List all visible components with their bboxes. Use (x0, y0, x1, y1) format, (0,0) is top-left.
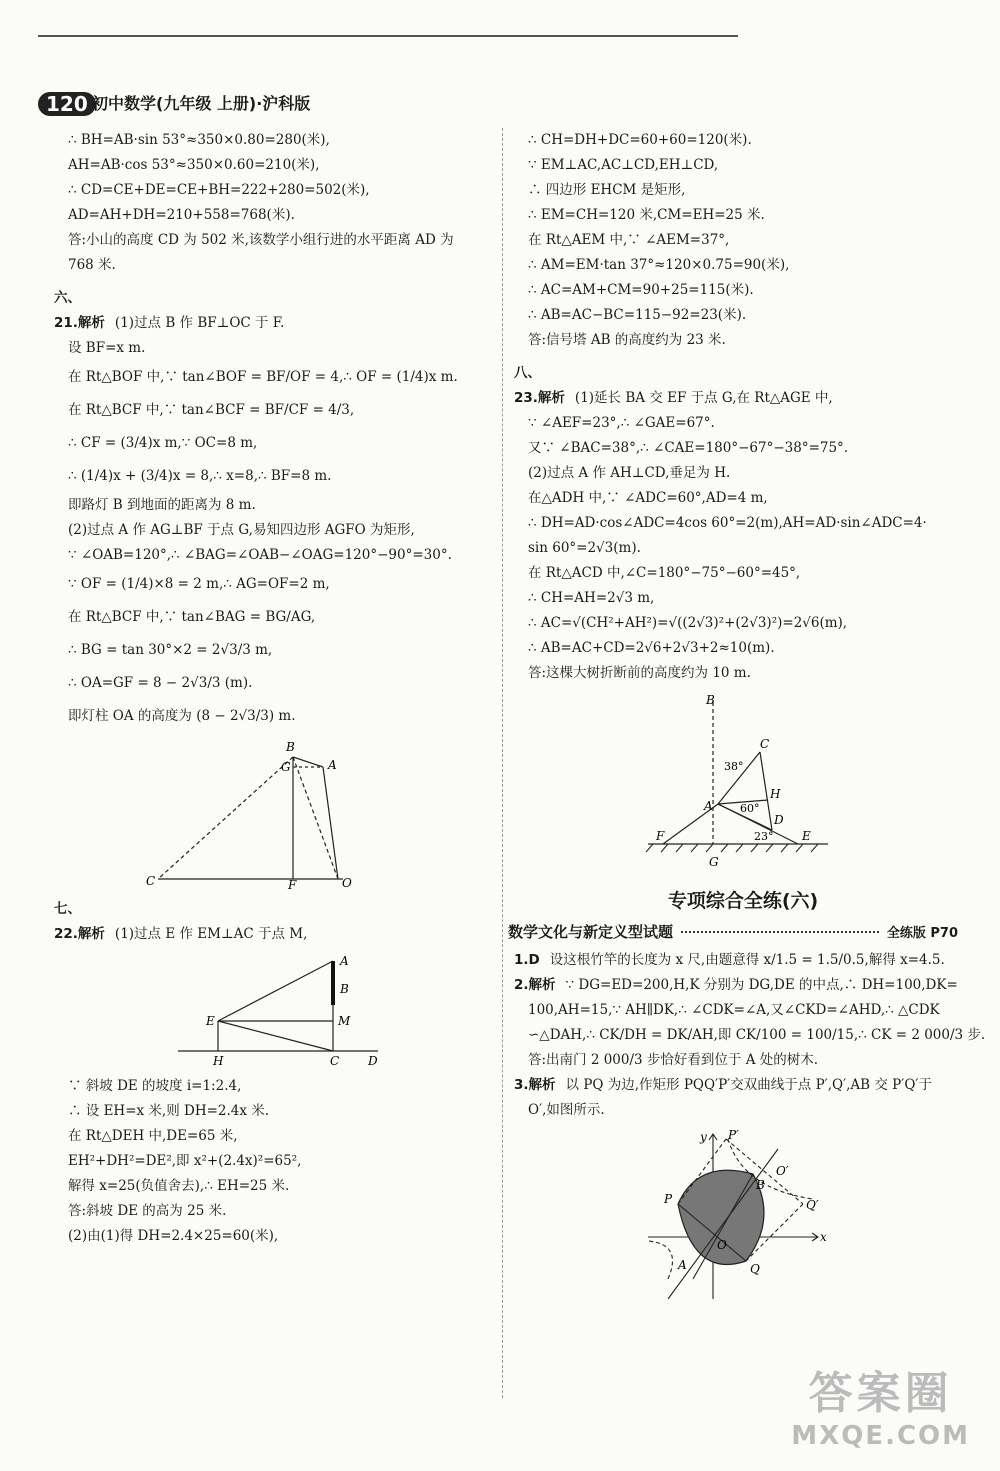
text-line: 以 PQ 为边,作矩形 PQQ′P′交双曲线于点 P′,Q′,AB 交 P′Q′于 (565, 1077, 932, 1093)
figure-label: A (678, 1258, 687, 1272)
question-2-first-line (514, 973, 958, 998)
text-line: (1)延长 BA 交 EF 于点 G,在 Rt△AGE 中, (574, 390, 833, 406)
text-line: ∴ 设 EH=x 米,则 DH=2.4x 米. (68, 1103, 270, 1119)
text-line: ∵ OF = (1/4)×8 = 2 m,∴ AG=OF=2 m, (68, 576, 330, 592)
text-line: ∴ AB=AC+CD=2√6+2√3+2≈10(m). (528, 640, 775, 656)
figure-label: G (281, 760, 291, 774)
figure-label: D (368, 1054, 378, 1068)
text-line: sin 60°=2√3(m). (528, 540, 641, 556)
figure-label: E (802, 829, 811, 843)
figure-label: Q′ (806, 1198, 819, 1212)
page-number: 120 (38, 92, 96, 116)
text-line: 答:信号塔 AB 的高度约为 23 米. (528, 332, 726, 348)
exercise-23-first-line (514, 386, 958, 411)
watermark-logo: 答案圈 (808, 1368, 953, 1419)
text-line: ∵ ∠AEF=23°,∴ ∠GAE=67°. (528, 415, 715, 431)
figure-label: B (286, 740, 295, 754)
figure-label: H (770, 787, 781, 801)
text-line: ∴ CH=AH=2√3 m, (528, 590, 655, 606)
figure-label: O (342, 876, 352, 889)
text-line: ∴ CD=CE+DE=CE+BH=222+280=502(米), (68, 182, 370, 198)
text-line: 即路灯 B 到地面的距离为 8 m. (68, 497, 256, 513)
subtitle-row (508, 921, 958, 942)
top-rule (38, 35, 738, 37)
question-1 (514, 948, 958, 973)
text-line: ∴ BG = tan 30°×2 = 2√3/3 m, (68, 642, 273, 658)
figure-label: F (656, 829, 665, 843)
figure-label: C (760, 737, 770, 751)
figure-label: x (820, 1230, 827, 1244)
text-line: 答:这棵大树折断前的高度约为 10 m. (528, 665, 751, 681)
figure-label: B (340, 982, 349, 996)
text-line: (1)过点 B 作 BF⊥OC 于 F. (114, 315, 285, 331)
figure-label: B (706, 693, 715, 707)
exercise-label: 22.解析 (54, 926, 105, 942)
right-column (508, 128, 986, 1310)
text-line: 答:斜坡 DE 的高为 25 米. (68, 1203, 227, 1219)
question-label: 1.D (514, 952, 540, 968)
figure-label: E (206, 1014, 215, 1028)
text-line: 答:出南门 2 000/3 步恰好看到位于 A 处的树木. (528, 1052, 819, 1068)
text-line: ∴ BH=AB·sin 53°≈350×0.80=280(米), (68, 132, 330, 148)
figure-label: 23° (754, 830, 774, 843)
figure-label: D (774, 813, 784, 827)
question-3-first-line (514, 1073, 958, 1098)
figure-label: F (288, 878, 297, 889)
text-line: 在 Rt△DEH 中,DE=65 米, (68, 1128, 238, 1144)
text-line: O′,如图所示. (528, 1102, 605, 1118)
section-heading: 七、 (54, 901, 81, 917)
text-line: 在 Rt△ACD 中,∠C=180°−75°−60°=45°, (528, 565, 801, 581)
text-line: ∵ 斜坡 DE 的坡度 i=1:2.4, (68, 1078, 242, 1094)
text-line: AD=AH+DH=210+558=768(米). (68, 207, 295, 223)
text-line: ∴ DH=AD·cos∠ADC=4cos 60°=2(m),AH=AD·sin∠ADC=4· (528, 515, 927, 531)
figure-label: P (664, 1192, 673, 1206)
figure-label: Q (750, 1262, 760, 1276)
question-label: 2.解析 (514, 977, 556, 993)
figure-22 (68, 953, 488, 1068)
exercise-21-first-line (54, 311, 488, 336)
figure-label: y (700, 1130, 707, 1144)
text-line: (1)过点 E 作 EM⊥AC 于点 M, (114, 926, 308, 942)
text-line: ∴ (1/4)x + (3/4)x = 8,∴ x=8,∴ BF=8 m. (68, 468, 332, 484)
figure-label: O (717, 1238, 727, 1252)
text-line: ∵ DG=ED=200,H,K 分别为 DG,DE 的中点,∴ DH=100,DK= (565, 977, 958, 993)
watermark-url: MXQE.COM (791, 1421, 970, 1451)
book-title: 初中数学(九年级 上册)·沪科版 (92, 94, 311, 113)
text-line: ∴ AM=EM·tan 37°≈120×0.75=90(米), (528, 257, 790, 273)
text-line: 在 Rt△BCF 中,∵ tan∠BCF = BF/CF = 4/3, (68, 402, 355, 418)
figure-label: A (328, 758, 337, 772)
figure-label: 60° (740, 802, 760, 815)
text-line: EH²+DH²=DE²,即 x²+(2.4x)²=65², (68, 1153, 302, 1169)
figure-label: M (338, 1014, 351, 1028)
special-section-heading: 专项综合全练(六) (667, 890, 819, 912)
text-line: (2)过点 A 作 AG⊥BF 于点 G,易知四边形 AGFO 为矩形, (68, 522, 415, 538)
figure-23 (528, 692, 958, 872)
figure-label: P′ (728, 1129, 739, 1142)
figure-label: G (709, 855, 719, 869)
figure-label: A (704, 799, 713, 813)
text-line: ∴ AB=AC−BC=115−92=23(米). (528, 307, 747, 323)
figure-label: B (756, 1178, 765, 1192)
text-line: ∴ CF = (3/4)x m,∵ OC=8 m, (68, 435, 258, 451)
text-line: 答:小山的高度 CD 为 502 米,该数学小组行进的水平距离 AD 为 (68, 232, 454, 248)
text-line: ∴ CH=DH+DC=60+60=120(米). (528, 132, 752, 148)
text-line: ∴ OA=GF = 8 − 2√3/3 (m). (68, 675, 253, 691)
figure-label: O′ (776, 1164, 789, 1178)
text-line: ∵ ∠OAB=120°,∴ ∠BAG=∠OAB−∠OAG=120°−90°=30°. (68, 547, 452, 563)
exercise-label: 23.解析 (514, 390, 565, 406)
text-line: ∵ EM⊥AC,AC⊥CD,EH⊥CD, (528, 157, 719, 173)
text-line: ∴ 四边形 EHCM 是矩形, (528, 182, 686, 198)
question-label: 3.解析 (514, 1077, 556, 1093)
text-line: 768 米. (68, 257, 116, 273)
text-line: 在 Rt△BOF 中,∵ tan∠BOF = BF/OF = 4,∴ OF = (1/4)x m. (68, 369, 458, 385)
column-divider (502, 128, 503, 1398)
text-line: 在 Rt△BCF 中,∵ tan∠BAG = BG/AG, (68, 609, 316, 625)
text-line: 在△ADH 中,∵ ∠ADC=60°,AD=4 m, (528, 490, 768, 506)
subtitle: 数学文化与新定义型试题 (508, 923, 674, 941)
dotted-leader (681, 931, 879, 933)
text-line: 解得 x=25(负值舍去),∴ EH=25 米. (68, 1178, 290, 1194)
text-line: (2)由(1)得 DH=2.4×25=60(米), (68, 1228, 279, 1244)
exercise-22-first-line (54, 922, 488, 947)
exercise-label: 21.解析 (54, 315, 105, 331)
text-line: 又∵ ∠BAC=38°,∴ ∠CAE=180°−67°−38°=75°. (528, 440, 849, 456)
figure-q3 (528, 1129, 958, 1304)
text-line: ∴ AC=AM+CM=90+25=115(米). (528, 282, 754, 298)
figure-label: C (330, 1054, 340, 1068)
text-line: (2)过点 A 作 AH⊥CD,垂足为 H. (528, 465, 731, 481)
watermark (791, 1357, 970, 1451)
text-line: ∽△DAH,∴ CK/DH = DK/AH,即 CK/100 = 100/15,∴ CK = 2 000/3 步. (528, 1027, 986, 1043)
text-line: 设这根竹竿的长度为 x 尺,由题意得 x/1.5 = 1.5/0.5,解得 x=4.5. (549, 952, 945, 968)
figure-label: H (213, 1054, 224, 1068)
figure-21 (68, 739, 488, 889)
text-line: 即灯柱 OA 的高度为 (8 − 2√3/3) m. (68, 708, 296, 724)
text-line: ∴ EM=CH=120 米,CM=EH=25 米. (528, 207, 765, 223)
figure-label: C (146, 874, 156, 888)
text-line: 100,AH=15,∵ AH∥DK,∴ ∠CDK=∠A,又∠CKD=∠AHD,∴ △CDK (528, 1002, 940, 1018)
section-heading: 六、 (54, 290, 81, 306)
figure-label: 38° (724, 760, 744, 773)
text-line: ∴ AC=√(CH²+AH²)=√((2√3)²+(2√3)²)=2√6(m), (528, 615, 848, 631)
left-column (54, 128, 488, 1249)
page-reference: 全练版 P70 (886, 926, 958, 941)
section-heading: 八、 (514, 365, 541, 381)
text-line: 在 Rt△AEM 中,∵ ∠AEM=37°, (528, 232, 730, 248)
text-line: 设 BF=x m. (68, 340, 146, 356)
text-line: AH=AB·cos 53°≈350×0.60=210(米), (68, 157, 320, 173)
figure-label: A (340, 954, 349, 968)
